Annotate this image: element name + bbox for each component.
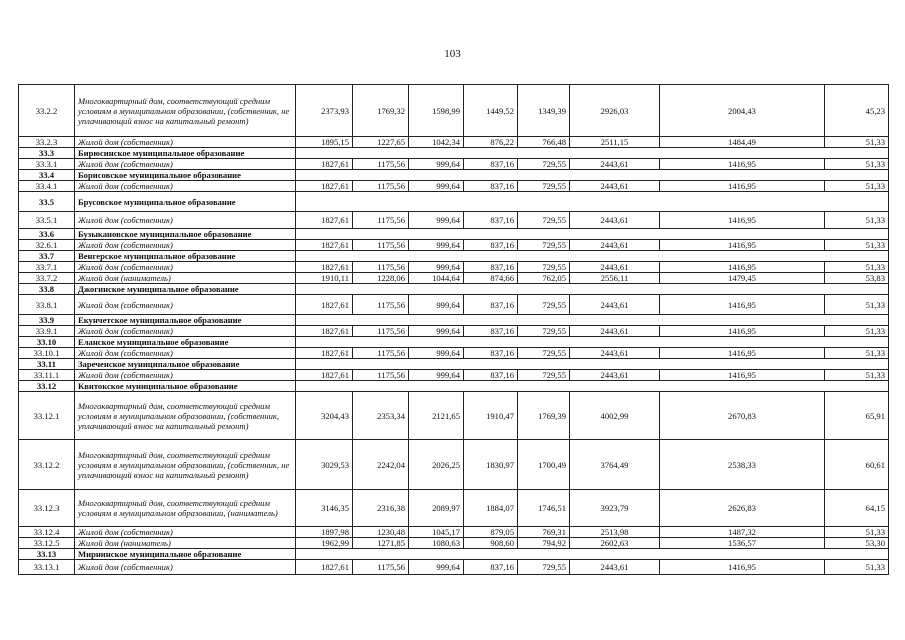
tariff-value-cell: 1416,95	[660, 560, 825, 575]
tariff-value-cell: 1769,39	[518, 392, 570, 440]
housing-type-label: Жилой дом (собственник)	[75, 181, 296, 192]
tariff-value-cell: 51,33	[825, 262, 889, 273]
table-row	[19, 181, 889, 192]
tariff-value-cell: 999,64	[409, 240, 464, 251]
tariff-value-cell: 729,55	[518, 370, 570, 381]
table-row	[19, 273, 889, 284]
table-row	[19, 392, 889, 440]
tariff-value-cell: 769,31	[518, 527, 570, 538]
tariff-value-cell: 2443,61	[570, 240, 660, 251]
section-row	[19, 284, 889, 295]
tariff-value-cell: 2513,98	[570, 527, 660, 538]
tariff-value-cell: 2511,15	[570, 137, 660, 148]
housing-type-label: Жилой дом (собственник)	[75, 560, 296, 575]
tariff-value-cell: 999,64	[409, 212, 464, 229]
row-code: 33.8.1	[19, 295, 75, 315]
table-row	[19, 326, 889, 337]
section-row	[19, 192, 889, 212]
tariff-value-cell: 1700,49	[518, 440, 570, 490]
tariff-value-cell: 2443,61	[570, 370, 660, 381]
row-code: 33.2.2	[19, 85, 75, 137]
section-code: 33.5	[19, 192, 75, 212]
tariff-value-cell: 1175,56	[353, 159, 409, 170]
row-code: 33.3.1	[19, 159, 75, 170]
tariff-value-cell: 2373,93	[296, 85, 353, 137]
housing-type-label: Жилой дом (собственник)	[75, 159, 296, 170]
tariff-value-cell: 2242,04	[353, 440, 409, 490]
tariff-value-cell: 1910,11	[296, 273, 353, 284]
table-row	[19, 440, 889, 490]
housing-type-label: Многоквартирный дом, соответствующий средним условиям в муниципальном образовании, (собственник, не уплачивающий взнос на капитальный ремонт)	[75, 85, 296, 137]
tariff-value-cell: 2026,25	[409, 440, 464, 490]
page-number: 103	[444, 48, 461, 60]
row-code: 33.13.1	[19, 560, 75, 575]
tariff-value-cell: 51,33	[825, 212, 889, 229]
tariff-value-cell: 1416,95	[660, 212, 825, 229]
tariff-value-cell: 2353,34	[353, 392, 409, 440]
section-title: Джогинское муниципальное образование	[75, 284, 296, 295]
tariff-value-cell: 2443,61	[570, 560, 660, 575]
section-spacer	[296, 284, 889, 295]
tariff-value-cell: 1175,56	[353, 348, 409, 359]
tariff-value-cell: 2926,03	[570, 85, 660, 137]
housing-type-label: Жилой дом (собственник)	[75, 370, 296, 381]
section-row	[19, 229, 889, 240]
tariff-value-cell: 2443,61	[570, 181, 660, 192]
tariff-value-cell: 2443,61	[570, 262, 660, 273]
tariff-value-cell: 729,55	[518, 212, 570, 229]
tariff-value-cell: 729,55	[518, 560, 570, 575]
tariff-value-cell: 837,16	[464, 560, 518, 575]
tariff-value-cell: 999,64	[409, 262, 464, 273]
tariff-value-cell: 2443,61	[570, 212, 660, 229]
section-code: 33.10	[19, 337, 75, 348]
tariff-value-cell: 1271,85	[353, 538, 409, 549]
housing-type-label: Жилой дом (наниматель)	[75, 538, 296, 549]
section-row	[19, 359, 889, 370]
tariff-value-cell: 837,16	[464, 295, 518, 315]
tariff-value-cell: 51,33	[825, 181, 889, 192]
tariff-value-cell: 45,23	[825, 85, 889, 137]
tariff-value-cell: 2538,33	[660, 440, 825, 490]
housing-type-label: Жилой дом (собственник)	[75, 262, 296, 273]
tariff-value-cell: 2443,61	[570, 159, 660, 170]
section-code: 33.11	[19, 359, 75, 370]
tariff-value-cell: 2670,83	[660, 392, 825, 440]
tariff-value-cell: 3029,53	[296, 440, 353, 490]
tariff-value-cell: 1827,61	[296, 370, 353, 381]
tariff-value-cell: 51,33	[825, 348, 889, 359]
tariff-value-cell: 1416,95	[660, 262, 825, 273]
tariff-value-cell: 1746,51	[518, 490, 570, 527]
section-spacer	[296, 549, 889, 560]
tariff-value-cell: 1230,48	[353, 527, 409, 538]
section-spacer	[296, 315, 889, 326]
tariff-value-cell: 1827,61	[296, 348, 353, 359]
tariff-value-cell: 1962,99	[296, 538, 353, 549]
section-row	[19, 148, 889, 159]
row-code: 33.7.2	[19, 273, 75, 284]
tariff-value-cell: 51,33	[825, 295, 889, 315]
housing-type-label: Жилой дом (наниматель)	[75, 273, 296, 284]
table-row	[19, 527, 889, 538]
tariff-value-cell: 53,30	[825, 538, 889, 549]
section-code: 33.8	[19, 284, 75, 295]
tariff-value-cell: 1897,98	[296, 527, 353, 538]
tariff-value-cell: 1416,95	[660, 348, 825, 359]
tariff-value-cell: 2089,97	[409, 490, 464, 527]
tariff-value-cell: 837,16	[464, 348, 518, 359]
tariff-value-cell: 729,55	[518, 181, 570, 192]
section-spacer	[296, 251, 889, 262]
section-title: Екунчетское муниципальное образование	[75, 315, 296, 326]
section-row	[19, 337, 889, 348]
row-code: 33.12.1	[19, 392, 75, 440]
tariff-value-cell: 874,66	[464, 273, 518, 284]
tariff-value-cell: 2443,61	[570, 295, 660, 315]
housing-type-label: Многоквартирный дом, соответствующий средним условиям в муниципальном образовании, (собственник, не уплачивающий взнос на капитальный ремонт)	[75, 440, 296, 490]
table-row	[19, 348, 889, 359]
tariff-value-cell: 1827,61	[296, 560, 353, 575]
tariff-value-cell: 1830,97	[464, 440, 518, 490]
tariff-value-cell: 1449,52	[464, 85, 518, 137]
row-code: 32.6.1	[19, 240, 75, 251]
section-title: Бузыкановское муниципальное образование	[75, 229, 296, 240]
tariff-value-cell: 1827,61	[296, 212, 353, 229]
tariff-value-cell: 999,64	[409, 348, 464, 359]
section-spacer	[296, 229, 889, 240]
tariff-value-cell: 2626,83	[660, 490, 825, 527]
tariff-value-cell: 60,61	[825, 440, 889, 490]
tariff-value-cell: 1769,32	[353, 85, 409, 137]
tariff-value-cell: 729,55	[518, 240, 570, 251]
tariff-value-cell: 51,33	[825, 527, 889, 538]
tariff-value-cell: 1080,63	[409, 538, 464, 549]
table-row	[19, 538, 889, 549]
section-code: 33.6	[19, 229, 75, 240]
tariff-value-cell: 1175,56	[353, 212, 409, 229]
tariff-value-cell: 837,16	[464, 262, 518, 273]
tariff-value-cell: 2443,61	[570, 348, 660, 359]
tariff-value-cell: 1827,61	[296, 240, 353, 251]
tariff-value-cell: 3146,35	[296, 490, 353, 527]
tariff-value-cell: 1175,56	[353, 370, 409, 381]
table-row	[19, 490, 889, 527]
tariff-value-cell: 1416,95	[660, 370, 825, 381]
tariff-value-cell: 1884,07	[464, 490, 518, 527]
tariff-value-cell: 1910,47	[464, 392, 518, 440]
tariff-value-cell: 1536,57	[660, 538, 825, 549]
tariff-table	[18, 84, 889, 575]
section-code: 33.12	[19, 381, 75, 392]
tariff-value-cell: 2316,38	[353, 490, 409, 527]
tariff-value-cell: 1479,45	[660, 273, 825, 284]
tariff-value-cell: 729,55	[518, 295, 570, 315]
tariff-value-cell: 1827,61	[296, 181, 353, 192]
table-row	[19, 370, 889, 381]
section-row	[19, 251, 889, 262]
tariff-value-cell: 999,64	[409, 159, 464, 170]
tariff-value-cell: 908,60	[464, 538, 518, 549]
table-row	[19, 137, 889, 148]
section-title: Борисовское муниципальное образование	[75, 170, 296, 181]
tariff-value-cell: 1044,64	[409, 273, 464, 284]
tariff-value-cell: 1416,95	[660, 295, 825, 315]
tariff-value-cell: 51,33	[825, 159, 889, 170]
section-title: Бирюсинское муниципальное образование	[75, 148, 296, 159]
tariff-value-cell: 2004,43	[660, 85, 825, 137]
tariff-value-cell: 1175,56	[353, 326, 409, 337]
tariff-value-cell: 1416,95	[660, 240, 825, 251]
tariff-value-cell: 999,64	[409, 181, 464, 192]
row-code: 33.9.1	[19, 326, 75, 337]
table-row	[19, 295, 889, 315]
housing-type-label: Жилой дом (собственник)	[75, 240, 296, 251]
section-title: Мирнинское муниципальное образование	[75, 549, 296, 560]
tariff-value-cell: 999,64	[409, 326, 464, 337]
tariff-value-cell: 729,55	[518, 326, 570, 337]
row-code: 33.5.1	[19, 212, 75, 229]
tariff-value-cell: 1416,95	[660, 159, 825, 170]
section-spacer	[296, 381, 889, 392]
section-title: Венгерское муниципальное образование	[75, 251, 296, 262]
tariff-value-cell: 51,33	[825, 240, 889, 251]
tariff-value-cell: 837,16	[464, 240, 518, 251]
housing-type-label: Жилой дом (собственник)	[75, 295, 296, 315]
tariff-value-cell: 879,05	[464, 527, 518, 538]
tariff-value-cell: 999,64	[409, 560, 464, 575]
row-code: 33.12.3	[19, 490, 75, 527]
tariff-value-cell: 3923,79	[570, 490, 660, 527]
section-row	[19, 170, 889, 181]
row-code: 33.12.5	[19, 538, 75, 549]
housing-type-label: Жилой дом (собственник)	[75, 348, 296, 359]
row-code: 33.12.4	[19, 527, 75, 538]
tariff-value-cell: 1175,56	[353, 295, 409, 315]
housing-type-label: Жилой дом (собственник)	[75, 137, 296, 148]
section-spacer	[296, 337, 889, 348]
tariff-value-cell: 4002,99	[570, 392, 660, 440]
tariff-value-cell: 1228,06	[353, 273, 409, 284]
row-code: 33.10.1	[19, 348, 75, 359]
tariff-value-cell: 762,05	[518, 273, 570, 284]
tariff-value-cell: 3764,49	[570, 440, 660, 490]
section-title: Зареченское муниципальное образование	[75, 359, 296, 370]
row-code: 33.7.1	[19, 262, 75, 273]
section-spacer	[296, 359, 889, 370]
housing-type-label: Многоквартирный дом, соответствующий средним условиям в муниципальном образовании, (собственник, уплачивающий взнос на капитальный ремонт)	[75, 392, 296, 440]
table-row	[19, 240, 889, 251]
section-spacer	[296, 148, 889, 159]
section-spacer	[296, 192, 889, 212]
tariff-value-cell: 1042,34	[409, 137, 464, 148]
table-row	[19, 560, 889, 575]
section-row	[19, 381, 889, 392]
row-code: 33.2.3	[19, 137, 75, 148]
tariff-value-cell: 51,33	[825, 137, 889, 148]
tariff-value-cell: 837,16	[464, 212, 518, 229]
tariff-value-cell: 1827,61	[296, 159, 353, 170]
table-row	[19, 212, 889, 229]
tariff-value-cell: 999,64	[409, 295, 464, 315]
section-row	[19, 315, 889, 326]
tariff-value-cell: 1416,95	[660, 181, 825, 192]
tariff-value-cell: 729,55	[518, 159, 570, 170]
section-code: 33.7	[19, 251, 75, 262]
tariff-value-cell: 1227,65	[353, 137, 409, 148]
tariff-value-cell: 2121,65	[409, 392, 464, 440]
tariff-value-cell: 1045,17	[409, 527, 464, 538]
row-code: 33.12.2	[19, 440, 75, 490]
housing-type-label: Жилой дом (собственник)	[75, 212, 296, 229]
section-code: 33.3	[19, 148, 75, 159]
tariff-value-cell: 2443,61	[570, 326, 660, 337]
table-row	[19, 262, 889, 273]
tariff-value-cell: 64,15	[825, 490, 889, 527]
tariff-value-cell: 837,16	[464, 181, 518, 192]
tariff-value-cell: 837,16	[464, 326, 518, 337]
tariff-value-cell: 837,16	[464, 370, 518, 381]
tariff-value-cell: 1827,61	[296, 295, 353, 315]
tariff-value-cell: 1175,56	[353, 181, 409, 192]
tariff-value-cell: 766,48	[518, 137, 570, 148]
tariff-value-cell: 2556,11	[570, 273, 660, 284]
section-code: 33.9	[19, 315, 75, 326]
tariff-value-cell: 51,33	[825, 370, 889, 381]
section-title: Брусовское муниципальное образование	[75, 192, 296, 212]
tariff-value-cell: 1175,56	[353, 262, 409, 273]
tariff-value-cell: 729,55	[518, 262, 570, 273]
table-row	[19, 85, 889, 137]
housing-type-label: Жилой дом (собственник)	[75, 527, 296, 538]
section-title: Еланское муниципальное образование	[75, 337, 296, 348]
tariff-value-cell: 1598,99	[409, 85, 464, 137]
section-code: 33.4	[19, 170, 75, 181]
tariff-value-cell: 53,83	[825, 273, 889, 284]
tariff-value-cell: 1175,56	[353, 560, 409, 575]
table-row	[19, 159, 889, 170]
tariff-value-cell: 876,22	[464, 137, 518, 148]
tariff-value-cell: 1416,95	[660, 326, 825, 337]
housing-type-label: Многоквартирный дом, соответствующий средним условиям в муниципальном образовании, (наниматель)	[75, 490, 296, 527]
housing-type-label: Жилой дом (собственник)	[75, 326, 296, 337]
tariff-value-cell: 65,91	[825, 392, 889, 440]
section-spacer	[296, 170, 889, 181]
tariff-value-cell: 1175,56	[353, 240, 409, 251]
tariff-value-cell: 1487,32	[660, 527, 825, 538]
tariff-value-cell: 2602,63	[570, 538, 660, 549]
section-code: 33.13	[19, 549, 75, 560]
tariff-value-cell: 999,64	[409, 370, 464, 381]
tariff-value-cell: 1484,49	[660, 137, 825, 148]
tariff-value-cell: 794,92	[518, 538, 570, 549]
tariff-value-cell: 729,55	[518, 348, 570, 359]
row-code: 33.11.1	[19, 370, 75, 381]
row-code: 33.4.1	[19, 181, 75, 192]
tariff-value-cell: 1827,61	[296, 262, 353, 273]
section-title: Квитокское муниципальное образование	[75, 381, 296, 392]
tariff-value-cell: 51,33	[825, 560, 889, 575]
tariff-value-cell: 1827,61	[296, 326, 353, 337]
tariff-value-cell: 51,33	[825, 326, 889, 337]
tariff-value-cell: 837,16	[464, 159, 518, 170]
tariff-value-cell: 3204,43	[296, 392, 353, 440]
section-row	[19, 549, 889, 560]
tariff-value-cell: 1349,39	[518, 85, 570, 137]
tariff-value-cell: 1895,15	[296, 137, 353, 148]
